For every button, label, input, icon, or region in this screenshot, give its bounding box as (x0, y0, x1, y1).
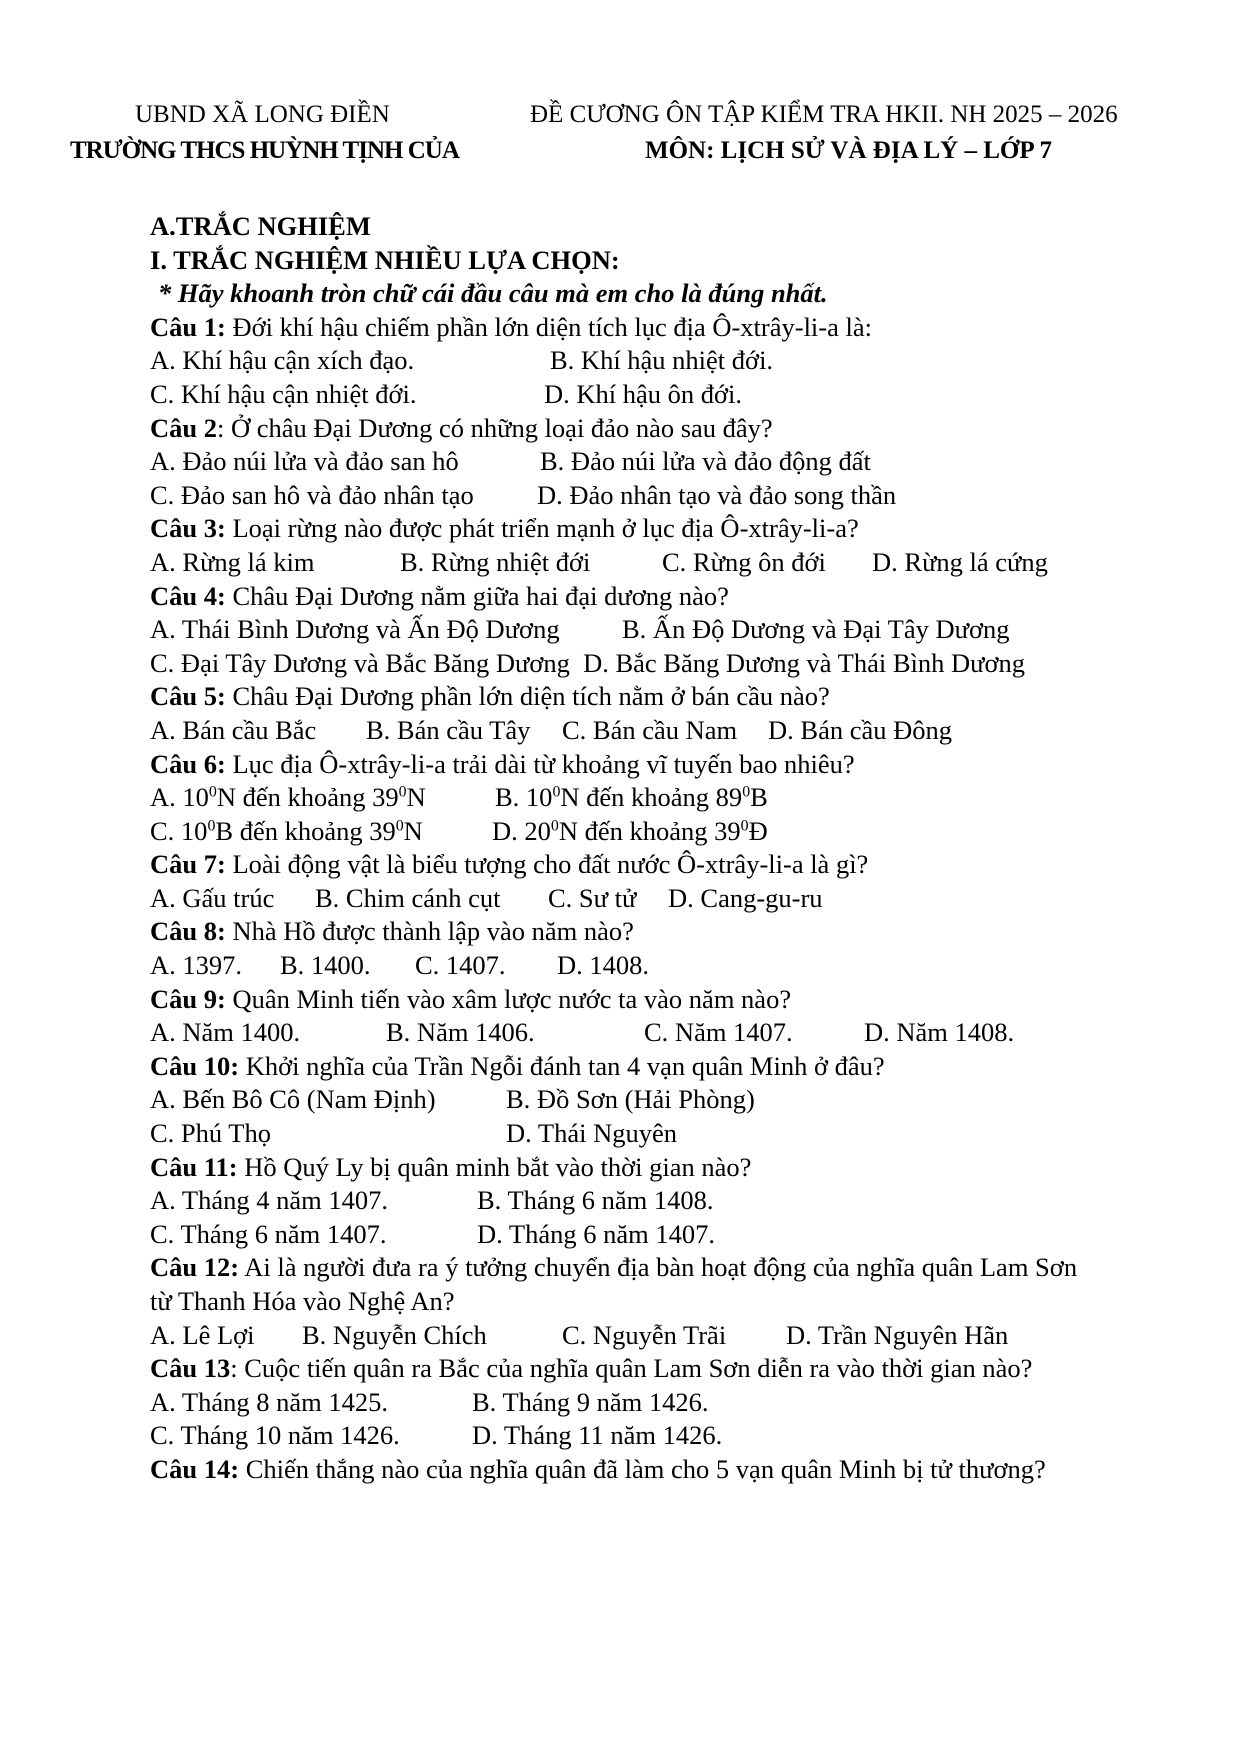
option-d[interactable]: D. Đảo nhân tạo và đảo song thần (537, 479, 897, 510)
option-c[interactable]: C. Đại Tây Dương và Bắc Băng Dương (150, 647, 570, 678)
option-b[interactable]: B. Khí hậu nhiệt đới. (550, 345, 774, 376)
option-b[interactable]: B. 1400. (280, 950, 371, 981)
option-c[interactable]: C. Sư tử (548, 882, 637, 913)
header-subject: MÔN: LỊCH SỬ VÀ ĐỊA LÝ – LỚP 7 (645, 137, 1052, 164)
header-exam-title: ĐỀ CƯƠNG ÔN TẬP KIỂM TRA HKII. NH 2025 – 2026 (530, 101, 1118, 128)
option-b[interactable]: B. Đảo núi lửa và đảo động đất (540, 446, 871, 477)
header-school-name: TRƯỜNG THCS HUỲNH TỊNH CỦA (70, 137, 459, 164)
option-b[interactable]: B. Chim cánh cụt (315, 882, 501, 913)
option-a[interactable]: A. Bến Bô Cô (Nam Định) (150, 1084, 436, 1115)
option-c[interactable]: C. Năm 1407. (644, 1017, 793, 1048)
option-d[interactable]: D. $20^0N$ đến khoảng $39^0Đ$ (492, 815, 768, 846)
options-row (150, 445, 1080, 479)
exam-content (150, 210, 1080, 1487)
question-14: Câu 14: Chiến thắng nào của nghĩa quân đã làm cho 5 vạn quân Minh bị tử thương? (150, 1453, 1046, 1484)
option-c[interactable]: C. Khí hậu cận nhiệt đới. (150, 378, 417, 409)
option-d[interactable]: D. Tháng 6 năm 1407. (477, 1218, 715, 1249)
option-b[interactable]: B. $10^0N$ đến khoảng $89^0B$ (495, 782, 768, 813)
options-row (150, 1218, 1080, 1252)
option-d[interactable]: D. 1408. (557, 950, 650, 981)
option-d[interactable]: D. Tháng 11 năm 1426. (472, 1420, 723, 1451)
option-b[interactable]: B. Ấn Độ Dương và Đại Tây Dương (622, 614, 1010, 645)
option-d[interactable]: D. Cang-gu-ru (668, 882, 823, 913)
option-a[interactable]: A. Đảo núi lửa và đảo san hô (150, 446, 459, 477)
section-heading-a: A.TRẮC NGHIỆM (150, 211, 371, 241)
option-b[interactable]: B. Bán cầu Tây (366, 714, 531, 745)
option-c[interactable]: C. Bán cầu Nam (562, 714, 738, 745)
options-row (150, 647, 1080, 681)
option-a[interactable]: A. Năm 1400. (150, 1017, 301, 1048)
options-row (150, 479, 1080, 513)
header-authority: UBND XÃ LONG ĐIỀN (135, 101, 390, 128)
options-row (150, 1319, 1080, 1353)
option-d[interactable]: D. Trần Nguyên Hãn (786, 1319, 1009, 1350)
options-row (150, 882, 1080, 916)
option-a[interactable]: A. Khí hậu cận xích đạo. (150, 345, 415, 376)
option-b[interactable]: B. Tháng 9 năm 1426. (472, 1386, 709, 1417)
option-b[interactable]: B. Đồ Sơn (Hải Phòng) (506, 1084, 755, 1115)
question-13: Câu 13: Cuộc tiến quân ra Bắc của nghĩa quân Lam Sơn diễn ra vào thời gian nào? (150, 1353, 1033, 1384)
question-1: Câu 1: Đới khí hậu chiếm phần lớn diện tích lục địa Ô-xtrây-li-a là: (150, 311, 872, 342)
option-b[interactable]: B. Tháng 6 năm 1408. (477, 1185, 714, 1216)
options-row (150, 613, 1080, 647)
options-row (150, 1083, 1080, 1117)
option-b[interactable]: B. Năm 1406. (386, 1017, 535, 1048)
options-row (150, 1419, 1080, 1453)
option-c[interactable]: C. Tháng 6 năm 1407. (150, 1218, 387, 1249)
option-a[interactable]: A. 1397. (150, 950, 243, 981)
question-11: Câu 11: Hồ Quý Ly bị quân minh bắt vào thời gian nào? (150, 1151, 752, 1182)
option-a[interactable]: A. Gấu trúc (150, 882, 275, 913)
option-d[interactable]: D. Thái Nguyên (506, 1118, 677, 1149)
options-row (150, 949, 1080, 983)
option-a[interactable]: A. Tháng 4 năm 1407. (150, 1185, 388, 1216)
option-d[interactable]: D. Bắc Băng Dương và Thái Bình Dương (583, 647, 1026, 678)
question-10: Câu 10: Khởi nghĩa của Trần Ngỗi đánh tan 4 vạn quân Minh ở đâu? (150, 1050, 885, 1081)
option-a[interactable]: A. Bán cầu Bắc (150, 714, 317, 745)
question-9: Câu 9: Quân Minh tiến vào xâm lược nước ta vào năm nào? (150, 983, 792, 1014)
option-a[interactable]: A. Rừng lá kim (150, 546, 315, 577)
option-c[interactable]: C. Đảo san hô và đảo nhân tạo (150, 479, 474, 510)
option-a[interactable]: A. $10^0N$ đến khoảng $39^0N$ (150, 782, 426, 813)
question-5: Câu 5: Châu Đại Dương phần lớn diện tích nằm ở bán cầu nào? (150, 681, 830, 712)
option-d[interactable]: D. Rừng lá cứng (872, 546, 1048, 577)
options-row (150, 344, 1080, 378)
options-row (150, 1386, 1080, 1420)
option-b[interactable]: B. Rừng nhiệt đới (400, 546, 591, 577)
option-c[interactable]: C. Tháng 10 năm 1426. (150, 1420, 400, 1451)
options-row (150, 1117, 1080, 1151)
question-12: Câu 12: Ai là người đưa ra ý tưởng chuyển địa bàn hoạt động của nghĩa quân Lam Sơn từ Thanh Hóa vào Nghệ An? (150, 1252, 1078, 1316)
option-a[interactable]: A. Lê Lợi (150, 1319, 255, 1350)
option-d[interactable]: D. Năm 1408. (864, 1017, 1015, 1048)
options-row (150, 378, 1080, 412)
option-c[interactable]: C. Phú Thọ (150, 1118, 271, 1149)
option-c[interactable]: C. $10^0B$ đến khoảng $39^0N$ (150, 815, 423, 846)
option-d[interactable]: D. Khí hậu ôn đới. (544, 378, 743, 409)
option-a[interactable]: A. Thái Bình Dương và Ấn Độ Dương (150, 614, 560, 645)
option-d[interactable]: D. Bán cầu Đông (768, 714, 952, 745)
options-row (150, 815, 1080, 849)
option-c[interactable]: C. 1407. (415, 950, 506, 981)
options-row (150, 546, 1080, 580)
option-c[interactable]: C. Nguyễn Trãi (562, 1319, 727, 1350)
options-row (150, 781, 1080, 815)
option-c[interactable]: C. Rừng ôn đới (662, 546, 826, 577)
options-row (150, 1016, 1080, 1050)
question-4: Câu 4: Châu Đại Dương nằm giữa hai đại dương nào? (150, 580, 729, 611)
question-8: Câu 8: Nhà Hồ được thành lập vào năm nào? (150, 916, 634, 947)
options-row (150, 714, 1080, 748)
options-row (150, 1184, 1080, 1218)
question-2: Câu 2: Ở châu Đại Dương có những loại đảo nào sau đây? (150, 412, 773, 443)
question-3: Câu 3: Loại rừng nào được phát triển mạnh ở lục địa Ô-xtrây-li-a? (150, 513, 859, 544)
option-a[interactable]: A. Tháng 8 năm 1425. (150, 1386, 388, 1417)
instruction-text: * Hãy khoanh tròn chữ cái đầu câu mà em cho là đúng nhất. (158, 278, 828, 309)
option-b[interactable]: B. Nguyễn Chích (302, 1319, 487, 1350)
question-7: Câu 7: Loài động vật là biểu tượng cho đất nước Ô-xtrây-li-a là gì? (150, 849, 869, 880)
question-6: Câu 6: Lục địa Ô-xtrây-li-a trải dài từ khoảng vĩ tuyến bao nhiêu? (150, 748, 855, 779)
section-heading-i: I. TRẮC NGHIỆM NHIỀU LỰA CHỌN: (150, 244, 620, 275)
